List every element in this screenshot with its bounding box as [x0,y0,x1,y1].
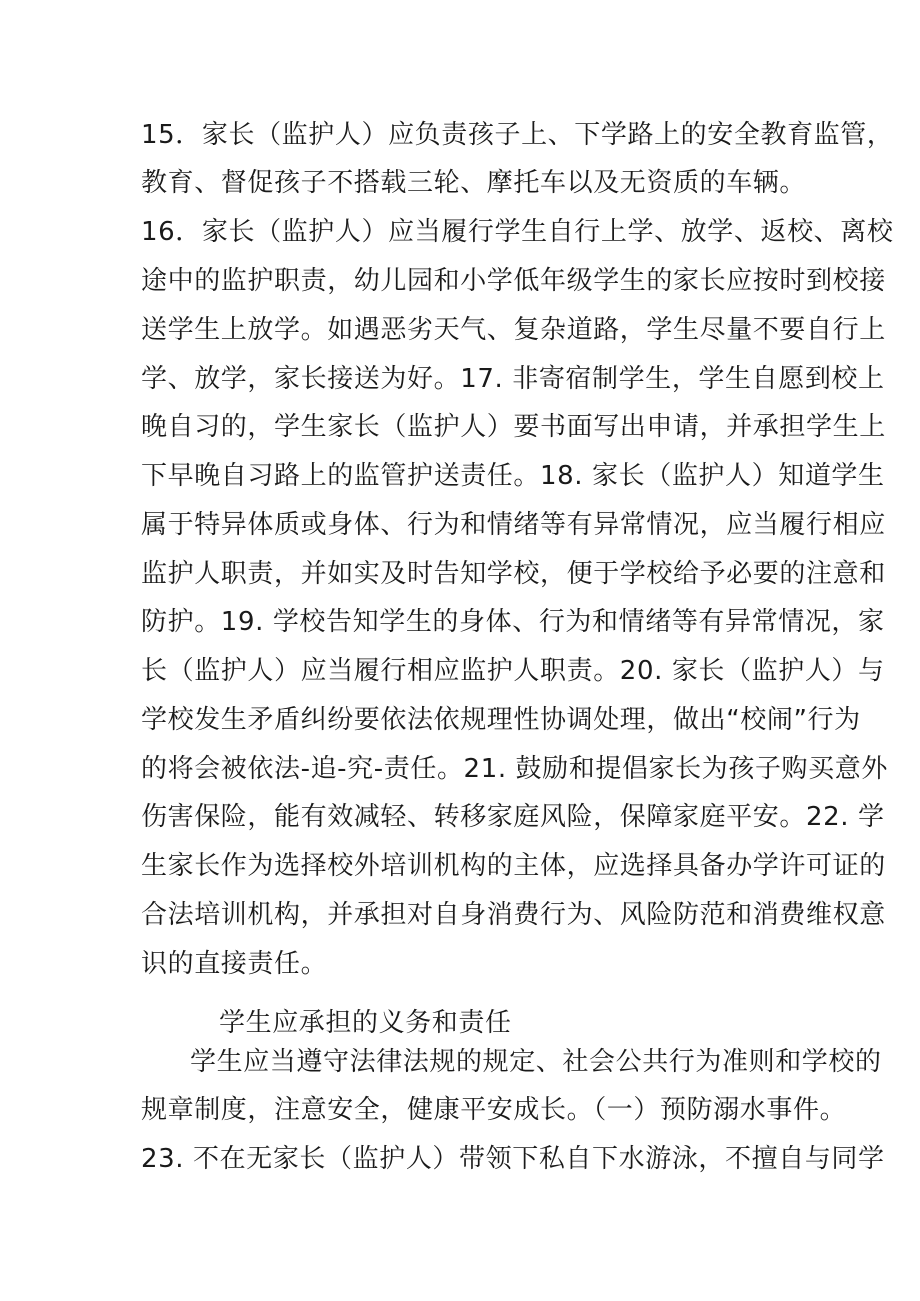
tail-line-3: 23. 不在无家长（监护人）带领下私自下水游泳，不擅自与同学 [141,1144,885,1174]
tail-line-1: 学生应当遵守法律法规的规定、社会公共行为准则和学校的 [190,1047,882,1077]
body-line-6: 学、放学，家长接送为好。17. 非寄宿制学生，学生自愿到校上 [141,364,885,394]
body-line-9: 属于特异体质或身体、行为和情绪等有异常情况，应当履行相应 [141,510,886,540]
body-line-13: 学校发生矛盾纠纷要依法依规理性协调处理，做出“校闹”行为 [141,705,861,735]
body-line-5: 送学生上放学。如遇恶劣天气、复杂道路，学生尽量不要自行上 [141,315,886,345]
body-line-17: 合法培训机构，并承担对自身消费行为、风险防范和消费维权意 [141,900,886,930]
body-line-7: 晚自习的，学生家长（监护人）要书面写出申请，并承担学生上 [141,412,886,442]
section-heading: 学生应承担的义务和责任 [219,1008,512,1038]
body-line-12: 长（监护人）应当履行相应监护人职责。20. 家长（监护人）与 [141,656,885,686]
body-line-3: 16．家长（监护人）应当履行学生自行上学、放学、返校、离校 [141,217,894,247]
body-line-15: 伤害保险，能有效减轻、转移家庭风险，保障家庭平安。22. 学 [141,802,885,832]
body-line-11: 防护。19. 学校告知学生的身体、行为和情绪等有异常情况，家 [141,607,885,637]
body-line-14: 的将会被依法-追-究-责任。21. 鼓励和提倡家长为孩子购买意外 [141,754,888,784]
body-line-1: 15．家长（监护人）应负责孩子上、下学路上的安全教育监管， [141,120,894,150]
body-line-18: 识的直接责任。 [141,949,328,979]
tail-line-2: 规章制度，注意安全，健康平安成长。（一）预防溺水事件。 [141,1095,847,1125]
body-line-2: 教育、督促孩子不搭载三轮、摩托车以及无资质的车辆。 [141,168,807,198]
body-line-4: 途中的监护职责，幼儿园和小学低年级学生的家长应按时到校接 [141,266,886,296]
body-line-16: 生家长作为选择校外培训机构的主体，应选择具备办学许可证的 [141,851,886,881]
body-line-10: 监护人职责，并如实及时告知学校，便于学校给予必要的注意和 [141,559,886,589]
body-line-8: 下早晚自习路上的监管护送责任。18. 家长（监护人）知道学生 [141,461,885,491]
